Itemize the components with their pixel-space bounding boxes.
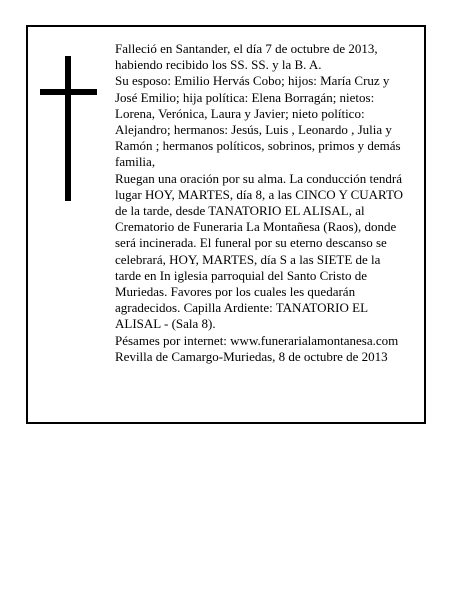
text-line: ALISAL - (Sala 8). (115, 316, 216, 332)
text-line: Muriedas. Favores por los cuales les quedarán (115, 284, 356, 300)
cross-horizontal-bar (40, 89, 97, 95)
text-line: tarde en In iglesia parroquial del Santo Cristo de (115, 267, 367, 283)
text-line: agradecidos. Capilla Ardiente: TANATORIO EL (115, 300, 369, 316)
cross-icon (40, 56, 97, 201)
text-line: Alejandro; hermanos: Jesús, Luis , Leonardo , Julia y (115, 122, 392, 138)
text-line: habiendo recibido los SS. SS. y la B. A. (115, 57, 322, 73)
text-line: celebrará, HOY, MARTES, día S a las SIETE de la (115, 251, 381, 267)
text-line: Su esposo: Emilio Hervás Cobo; hijos: María Cruz y (115, 73, 390, 89)
text-line: Falleció en Santander, el día 7 de octubre de 2013, (115, 41, 378, 56)
obituary-text (115, 41, 415, 365)
text-line: Ramón ; hermanos políticos, sobrinos, primos y demás (115, 138, 401, 154)
obituary-notice (26, 25, 426, 424)
cross-vertical-bar (65, 56, 71, 201)
text-line: lugar HOY, MARTES, día 8, a las CINCO Y CUARTO (115, 186, 404, 202)
text-line: Pésames por internet: www.funerarialamontanesa.com (115, 332, 399, 348)
text-line: Ruegan una oración por su alma. La conducción tendrá (115, 170, 402, 186)
text-line: Lorena, Verónica, Laura y Javier; nieto político: (115, 105, 365, 121)
text-line: familia, (115, 154, 156, 170)
text-line: Revilla de Camargo-Muriedas, 8 de octubre de 2013 (115, 348, 388, 364)
text-line: será incinerada. El funeral por su eterno descanso se (115, 235, 387, 251)
text-line: Crematorio de Funeraria La Montañesa (Raos), donde (115, 219, 397, 235)
text-line: de la tarde, desde TANATORIO EL ALISAL, al (115, 203, 365, 219)
text-line: José Emilio; hija política: Elena Borragán; nietos: (115, 89, 375, 105)
